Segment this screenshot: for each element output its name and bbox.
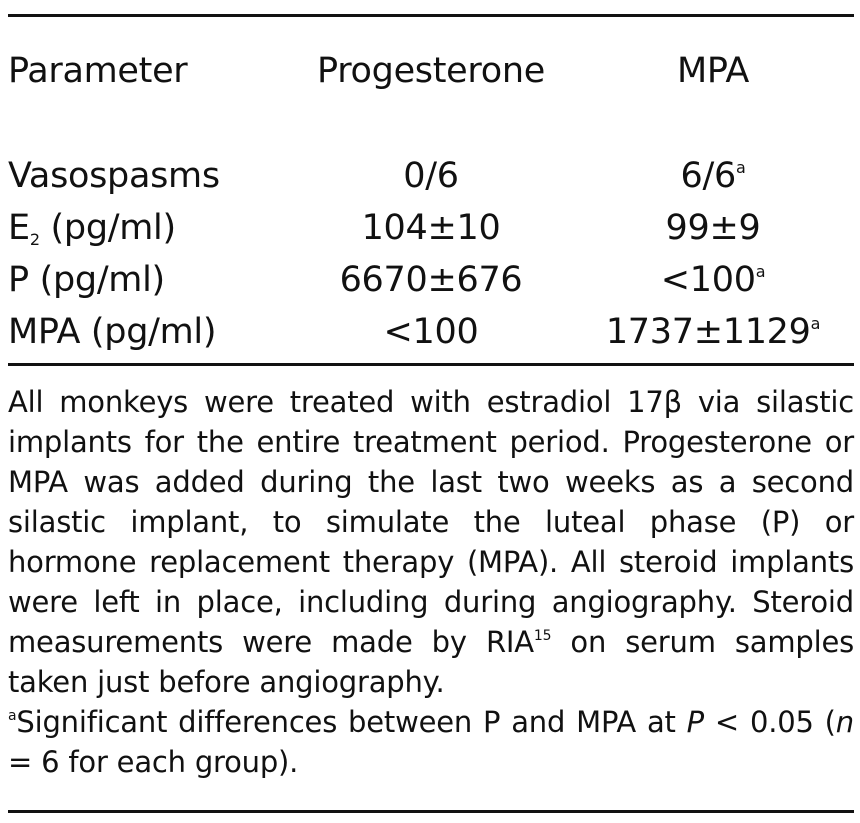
row-label: Vasospasms xyxy=(8,156,220,196)
table-row xyxy=(8,306,854,358)
cell-progesterone: 104±10 xyxy=(361,208,501,248)
table-row xyxy=(8,202,854,254)
footnote-description: All monkeys were treated with estradiol 17β via silastic implants for the entire treatment period. Progesterone or MPA was added during the last two weeks as a second silastic implant, to simulate the luteal phase (P) or hormone replacement therapy (MPA). All steroid implants were left in place, including during angiography. Steroid measurements were made by RIA$^{15}$ on serum samples taken just before angiography. xyxy=(8,385,854,699)
cell-progesterone: 0/6 xyxy=(403,156,459,196)
middle-rule xyxy=(8,363,854,366)
significance-mark: a xyxy=(755,262,766,281)
row-label: P (pg/ml) xyxy=(8,260,165,300)
table-row xyxy=(8,150,854,202)
cell-mpa: $1737\pm 1129^a$ xyxy=(605,312,821,352)
header-mpa: MPA xyxy=(676,51,750,91)
significance-mark: a xyxy=(735,158,746,177)
subscript: 2 xyxy=(29,230,40,249)
row-label: $E_2$ (pg/ml) xyxy=(8,208,176,249)
significance-mark: a xyxy=(8,708,17,724)
top-rule xyxy=(8,14,854,17)
cell-progesterone: 6670±676 xyxy=(339,260,523,300)
table-row xyxy=(8,254,854,306)
cell-mpa: 6/6$^a$ xyxy=(680,156,746,196)
bottom-rule xyxy=(8,810,854,813)
spacer-row xyxy=(8,98,854,150)
header-row xyxy=(8,44,854,98)
data-table xyxy=(8,44,854,358)
row-label: MPA (pg/ml) xyxy=(8,312,217,352)
cell-progesterone: <100 xyxy=(383,312,479,352)
table-footnote xyxy=(8,382,854,782)
reference-mark: 15 xyxy=(533,628,552,644)
cell-mpa: 99±9 xyxy=(665,208,761,248)
table-page xyxy=(8,0,856,823)
header-parameter: Parameter xyxy=(8,51,188,91)
significance-mark: a xyxy=(810,314,821,333)
footnote-significance: $^a$Significant differences between P and MPA at P < 0.05 (n = 6 for each group). xyxy=(8,705,854,779)
cell-mpa: $<100^a$ xyxy=(660,260,766,300)
header-progesterone: Progesterone xyxy=(317,51,545,91)
